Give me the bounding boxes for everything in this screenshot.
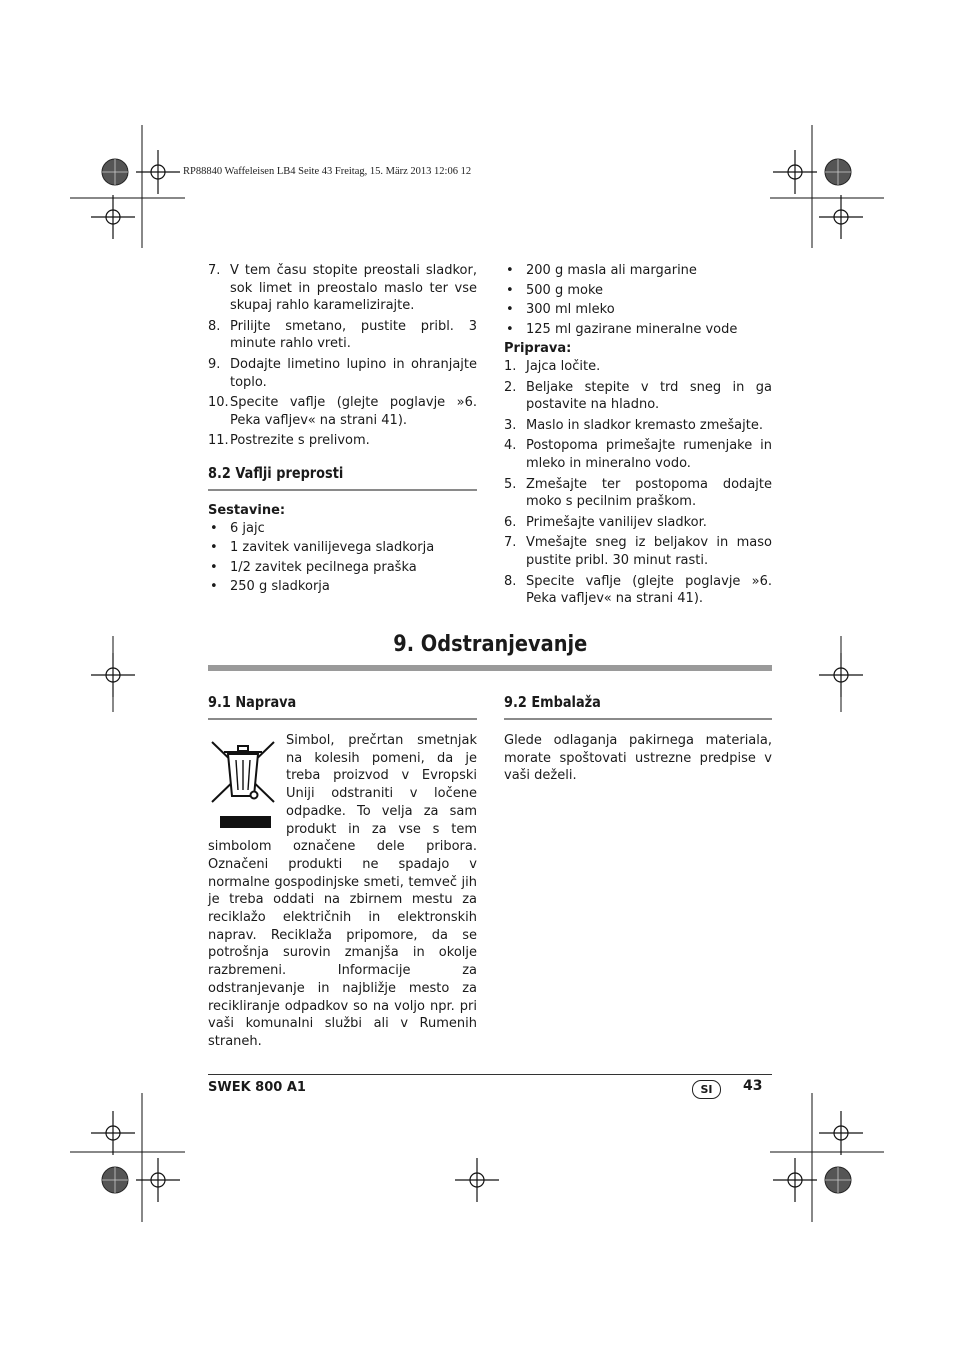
method-step: 5. Zmešajte ter postopoma dodajte moko s pecilnim praškom. [504,476,772,510]
left-step: 11. Postrezite s prelivom. [208,433,370,449]
ingredient: • 6 jajc [208,520,477,538]
ingredient: • 200 g masla ali margarine [504,262,772,280]
icon-spacer [208,732,286,836]
ingredients-label: Sestavine: [208,503,286,518]
footer-rule [208,1074,772,1075]
section-rule [208,489,477,491]
method-step: 6. Primešajte vanilijev sladkor. [504,514,707,530]
ingredient: • 500 g moke [504,282,772,300]
model-number: SWEK 800 A1 [208,1080,306,1095]
left-step: 7. V tem času stopite preostali sladkor, sok limet in preostalo maslo ter vse skupaj rahlo karamelizirajte. [208,263,477,314]
left-column-top [208,262,477,453]
method-step: 3. Maslo in sladkor kremasto zmešajte. [504,417,763,433]
print-info: RP88840 Waffeleisen LB4 Seite 43 Freitag, 15. März 2013 12:06 12 [183,166,472,177]
section-rule [208,718,477,720]
method-step: 1. Jajca ločite. [504,358,601,374]
page-number: 43 [743,1078,763,1094]
section-9-2-title: 9.2 Embalaža [504,693,601,711]
left-step: 10. Specite vaflje (glejte poglavje »6. Peka vafljev« na strani 41). [208,395,477,428]
section-8-2-title: 8.2 Vaflji preprosti [208,464,344,482]
section-rule [504,718,772,720]
left-step: 9. Dodajte limetino lupino in ohranjajte toplo. [208,356,477,390]
ingredient: • 1 zavitek vanilijevega sladkorja [208,539,477,557]
section-9-2-text: Glede odlaganja pakirnega materiala, morate spoštovati ustrezne predpise v vaši deželi. [504,733,772,784]
method-label: Priprava: [504,341,572,357]
method-step: 8. Specite vaflje (glejte poglavje »6. Peka vafljev« na strani 41). [504,573,772,607]
chapter-rule [208,665,772,671]
section-9-1-title: 9.1 Naprava [208,693,297,711]
ingredient: • 250 g sladkorja [208,578,477,596]
left-step: 8. Prilijte smetano, pustite pribl. 3 minute rahlo vreti. [208,318,477,352]
ingredients-left [208,502,477,598]
ingredient: • 1/2 zavitek pecilnega praška [208,559,477,577]
language-badge: SI [692,1080,721,1099]
chapter-title: 9. Odstranjevanje [392,632,588,657]
ingredient: • 300 ml mleko [504,301,772,319]
method-step: 2. Beljake stepite v trd sneg in ga postavite na hladno. [504,379,772,413]
method-step: 4. Postopoma primešajte rumenjake in mleko in mineralno vodo. [504,438,772,471]
right-column-top [504,262,772,611]
section-9-1-text: Simbol, prečrtan smetnjak na kolesih pomeni, da je treba proizvod v Evropski Uniji odstraniti v ločene odpadke. To velja za sam produkt in za vse s tem simbolom označene dele pribora. Označeni produkti ne spadajo v normalne gospodinjske smeti, temveč jih je treba oddati na zbirnem mestu za reciklažo električnih in elektronskih naprav. Reciklaža pripomore, da se potrošnja surovin zmanjša in okolje razbremeni. Informacije za odstranjevanje in najbližje mesto za recikliranje odpadkov so na voljo npr. pri vaši komunalni službi ali v Rumenih straneh. [208,733,477,1049]
method-step: 7. Vmešajte sneg iz beljakov in maso pustite pribl. 30 minut rasti. [504,535,772,568]
ingredient: • 125 ml gazirane mineralne vode [504,321,772,339]
